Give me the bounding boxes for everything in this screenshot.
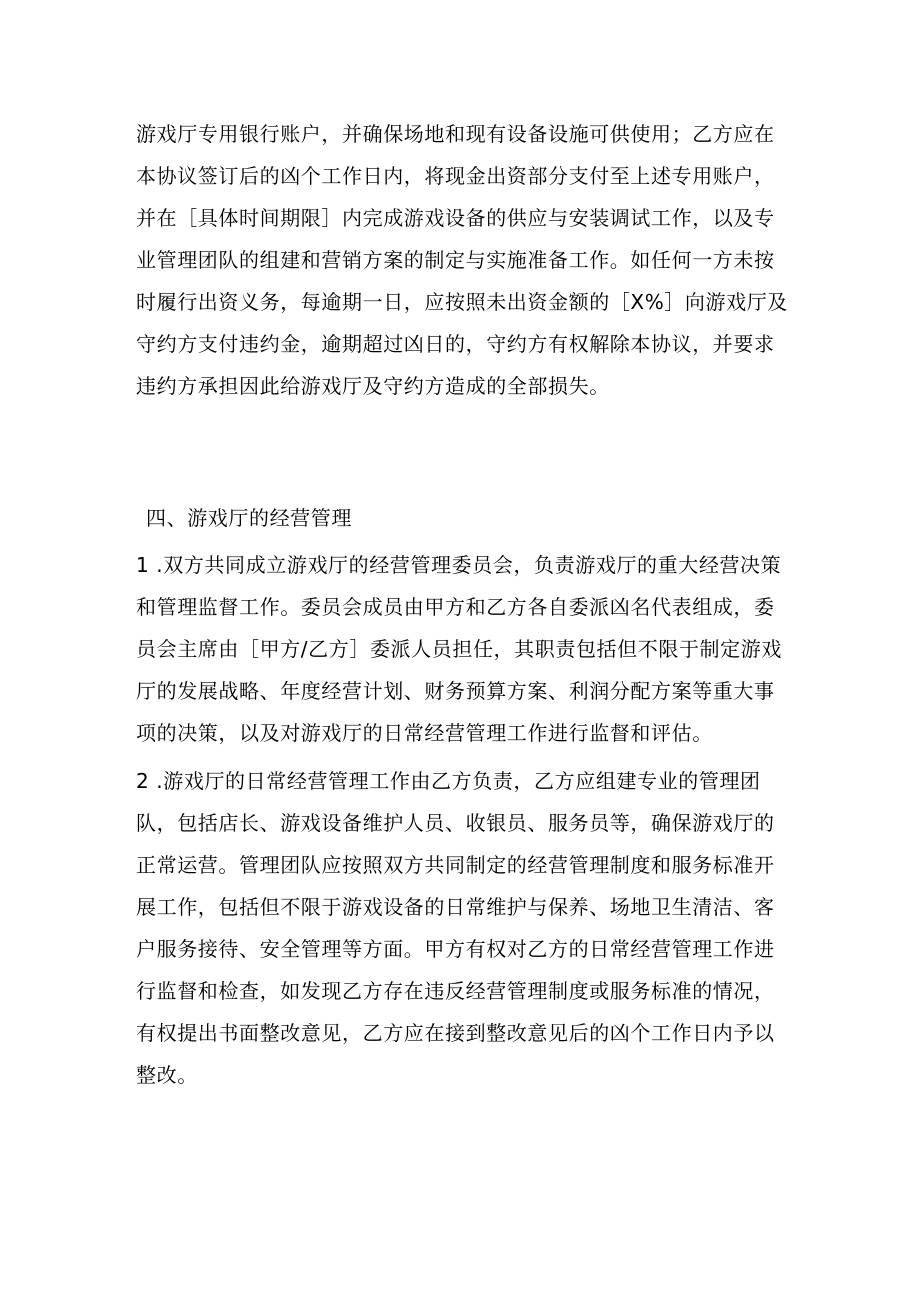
text-line: 户服务接待、安全管理等方面。甲方有权对乙方的日常经营管理工作进: [136, 937, 775, 961]
text-line: 时履行出资义务，每逾期一日，应按照未出资金额的［X%］向游戏厅及: [136, 290, 788, 314]
text-line: 展工作，包括但不限于游戏设备的日常维护与保养、场地卫生清洁、客: [136, 895, 775, 919]
text-line: 和管理监督工作。委员会成员由甲方和乙方各自委派凶名代表组成，委: [136, 595, 775, 619]
text-line: 行监督和检查，如发现乙方存在违反经营管理制度或服务标准的情况，: [136, 979, 775, 1003]
text-line: 正常运营。管理团队应按照双方共同制定的经营管理制度和服务标准开: [136, 853, 775, 877]
clause-1: [136, 547, 796, 751]
text-line: 并在［具体时间期限］内完成游戏设备的供应与安装调试工作，以及专: [136, 206, 775, 230]
section-heading: 四、游戏厅的经营管理: [146, 506, 352, 530]
text-line: 队，包括店长、游戏设备维护人员、收银员、服务员等，确保游戏厅的: [136, 811, 775, 835]
text-line: 业管理团队的组建和营销方案的制定与实施准备工作。如任何一方未按: [136, 248, 775, 272]
text-line: 2 .游戏厅的日常经营管理工作由乙方负责，乙方应组建专业的管理团: [136, 769, 761, 793]
text-line: 守约方支付违约金，逾期超过凶日的，守约方有权解除本协议，并要求: [136, 332, 775, 356]
text-line: 员会主席由［甲方/乙方］委派人员担任，其职责包括但不限于制定游戏: [136, 637, 782, 661]
text-line: 违约方承担因此给游戏厅及守约方造成的全部损失。: [136, 374, 610, 398]
text-line: 1 .双方共同成立游戏厅的经营管理委员会，负责游戏厅的重大经营决策: [136, 553, 782, 577]
clause-2: [136, 763, 796, 1093]
text-line: 本协议签订后的凶个工作日内，将现金出资部分支付至上述专用账户，: [136, 164, 775, 188]
text-line: 厅的发展战略、年度经营计划、财务预算方案、利润分配方案等重大事: [136, 679, 775, 703]
text-line: 项的决策，以及对游戏厅的日常经营管理工作进行监督和评估。: [136, 721, 713, 745]
paragraph-continued: [136, 116, 796, 404]
text-line: 整改。: [136, 1063, 198, 1087]
text-line: 游戏厅专用银行账户，并确保场地和现有设备设施可供使用；乙方应在: [136, 122, 775, 146]
text-line: 有权提出书面整改意见，乙方应在接到整改意见后的凶个工作日内予以: [136, 1021, 775, 1045]
